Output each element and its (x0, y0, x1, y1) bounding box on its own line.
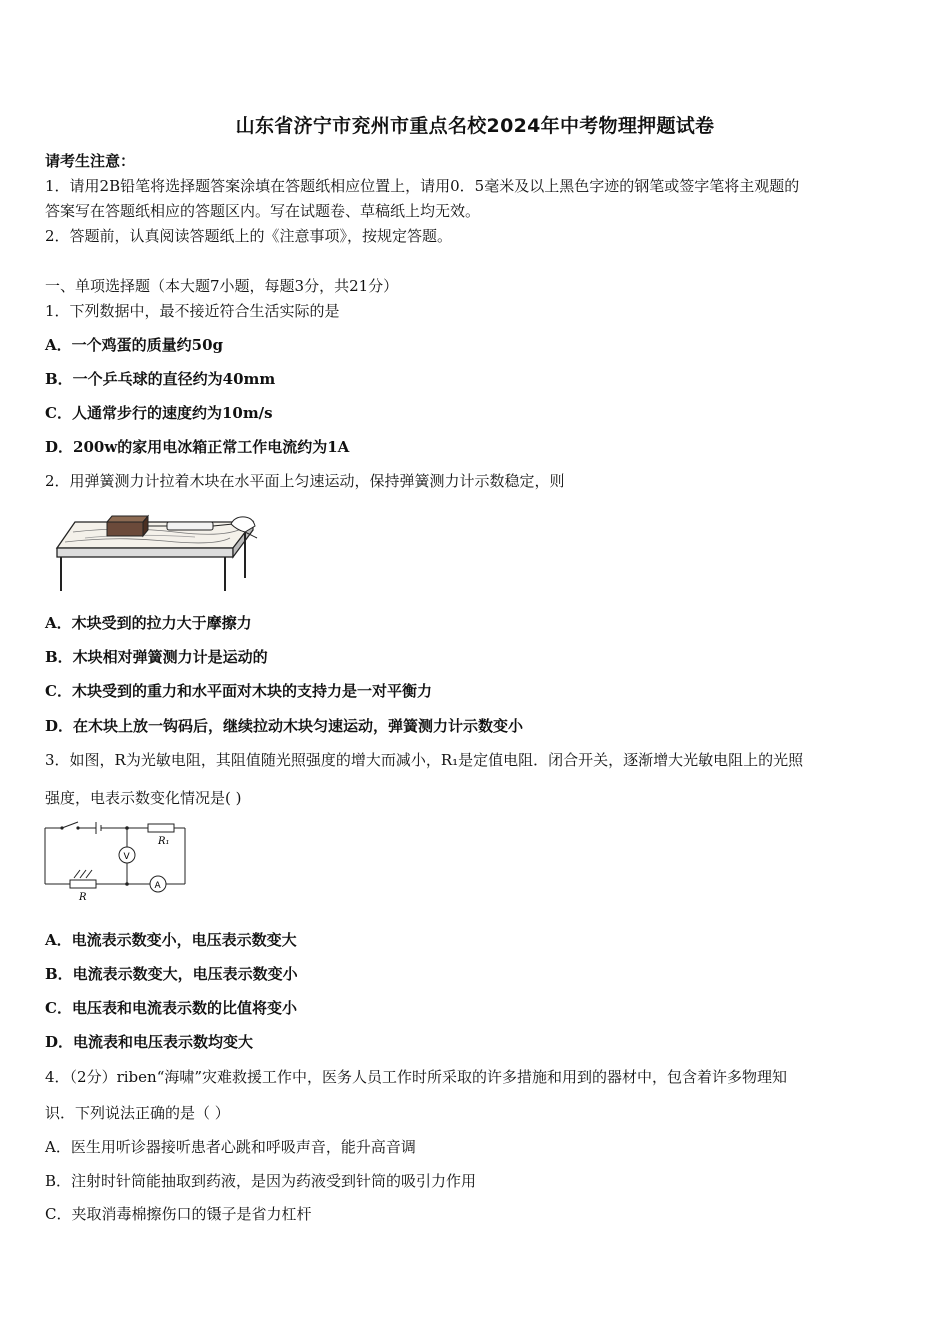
r-label: R (79, 892, 87, 903)
notice-item-1-line-1: 1．请用2B铅笔将选择题答案涂填在答题纸相应位置上，请用0．5毫米及以上黑色字迹的钢笔或签字笔将主观题的 (45, 177, 800, 195)
section-heading: 一、单项选择题（本大题7小题，每题3分，共21分） (45, 277, 399, 295)
photoresistor-r (70, 880, 96, 888)
circuit-diagram (40, 818, 190, 904)
question-3-option-c: C．电压表和电流表示数的比值将变小 (45, 999, 297, 1017)
question-1-option-b: B．一个乒乓球的直径约为40mm (45, 370, 276, 388)
question-1-option-a: A．一个鸡蛋的质量约50g (45, 336, 224, 354)
wooden-block (107, 516, 148, 536)
question-2-option-d: D．在木块上放一钩码后，继续拉动木块匀速运动，弹簧测力计示数变小 (45, 717, 524, 735)
page-title: 山东省济宁市兖州市重点名校2024年中考物理押题试卷 (235, 115, 715, 137)
question-1-option-c: C．人通常步行的速度约为10m/s (45, 404, 273, 422)
question-3-option-b: B．电流表示数变大，电压表示数变小 (45, 965, 298, 983)
spring-scale-table-figure (55, 508, 260, 593)
voltmeter-label: V (123, 852, 130, 862)
question-2-stem: 2．用弹簧测力计拉着木块在水平面上匀速运动，保持弹簧测力计示数稳定，则 (45, 472, 565, 490)
question-1-stem: 1．下列数据中，最不接近符合生活实际的是 (45, 302, 340, 320)
question-4-option-a: A．医生用听诊器接听患者心跳和呼吸声音，能升高音调 (45, 1138, 416, 1156)
question-2-option-a: A．木块受到的拉力大于摩擦力 (45, 614, 252, 632)
r1-label: R₁ (158, 836, 170, 847)
question-2-option-c: C．木块受到的重力和水平面对木块的支持力是一对平衡力 (45, 682, 432, 700)
question-3-stem-line-1: 3．如图，R为光敏电阻，其阻值随光照强度的增大而减小，R₁是定值电阻．闭合开关，逐渐增大光敏电阻上的光照 (45, 751, 804, 769)
question-2-option-b: B．木块相对弹簧测力计是运动的 (45, 648, 268, 666)
resistor-r1 (148, 824, 174, 832)
switch (62, 822, 78, 828)
question-4-option-c: C．夹取消毒棉擦伤口的镊子是省力杠杆 (45, 1205, 312, 1223)
question-3-option-d: D．电流表和电压表示数均变大 (45, 1033, 254, 1051)
notice-heading: 请考生注意： (45, 152, 136, 170)
question-1-option-d: D．200w的家用电冰箱正常工作电流约为1A (45, 438, 350, 456)
notice-item-2: 2．答题前，认真阅读答题纸上的《注意事项》，按规定答题。 (45, 227, 453, 245)
question-4-stem-line-2: 识．下列说法正确的是（ ） (45, 1104, 230, 1122)
question-3-stem-line-2: 强度，电表示数变化情况是( ) (45, 789, 242, 807)
notice-item-1-line-2: 答案写在答题纸相应的答题区内。写在试题卷、草稿纸上均无效。 (45, 202, 481, 220)
question-4-option-b: B．注射时针筒能抽取到药液，是因为药液受到针筒的吸引力作用 (45, 1172, 477, 1190)
question-3-option-a: A．电流表示数变小，电压表示数变大 (45, 931, 297, 949)
ammeter-label: A (154, 881, 161, 891)
question-4-stem-line-1: 4．（2分）riben“海啸”灾难救援工作中，医务人员工作时所采取的许多措施和用到的器材中，包含着许多物理知 (45, 1068, 788, 1086)
